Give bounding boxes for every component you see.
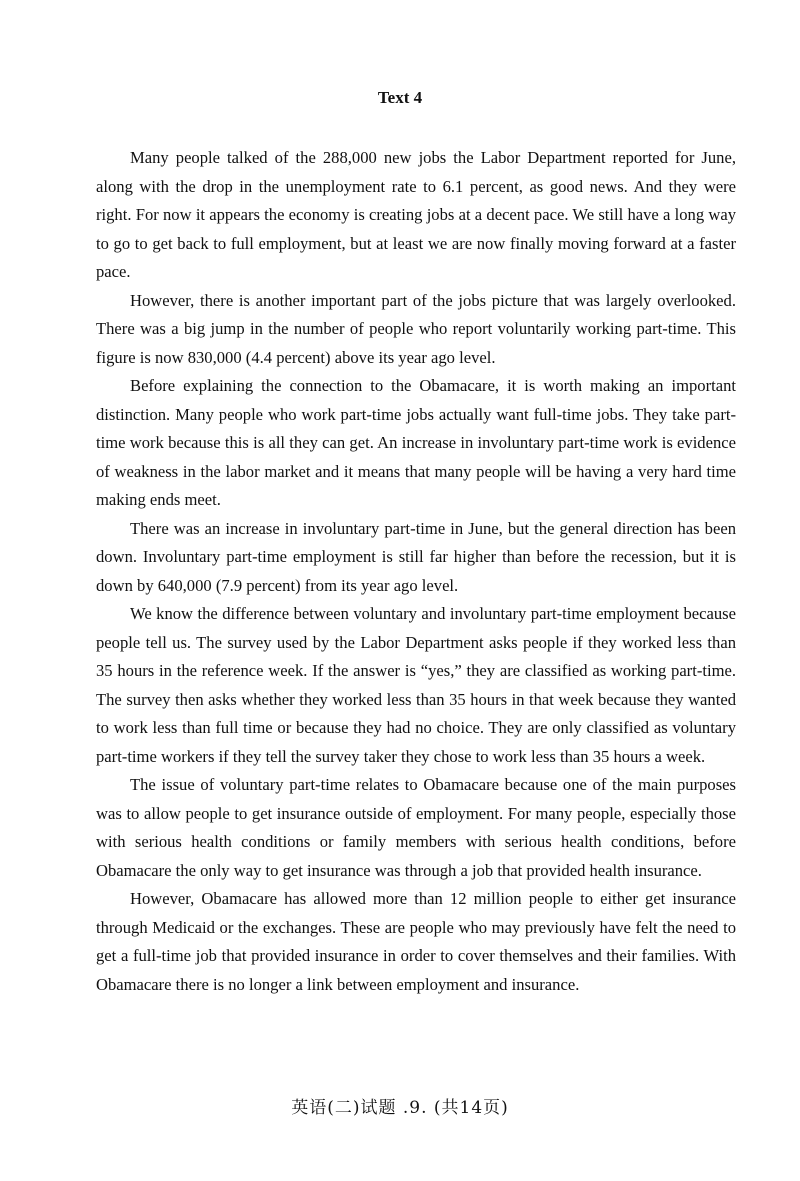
paragraph-3: Before explaining the connection to the Obamacare, it is worth making an important distinction. Many people who work part-time jobs actually want full-time jobs. They take part-time work because this is all they can get. An increase in involuntary part-time work is evidence of weakness in the labor market and it means that many people will be having a very hard time making ends meet.	[96, 376, 736, 509]
paragraph-1: Many people talked of the 288,000 new jobs the Labor Department reported for June, along with the drop in the unemployment rate to 6.1 percent, as good news. And they were right. For now it appears the economy is creating jobs at a decent pace. We still have a long way to go to get back to full employment, but at least we are now finally moving forward at a faster pace.	[96, 148, 736, 281]
paragraph-7: However, Obamacare has allowed more than 12 million people to either get insurance through Medicaid or the exchanges. These are people who may previously have felt the need to get a full-time job that provided insurance in order to cover themselves and their families. With Obamacare there is no longer a link between employment and insurance.	[96, 889, 736, 994]
paragraph-4: There was an increase in involuntary part-time in June, but the general direction has been down. Involuntary part-time employment is still far higher than before the recession, but it is down by 640,000 (7.9 percent) from its year ago level.	[96, 518, 736, 595]
paragraph-5: We know the difference between voluntary and involuntary part-time employment because people tell us. The survey used by the Labor Department asks people if they worked less than 35 hours in the reference week. If the answer is “yes,” they are classified as working part-time. The survey then asks whether they worked less than 35 hours in that week because they wanted to work less than full time or because they had no choice. They are only classified as voluntary part-time workers if they tell the survey taker they chose to work less than 35 hours a week.	[96, 604, 736, 766]
passage-body	[96, 144, 736, 999]
text-title: Text 4	[377, 88, 423, 107]
page-footer: 英语(二)试题 .9. (共14页)	[291, 1098, 509, 1118]
paragraph-6: The issue of voluntary part-time relates to Obamacare because one of the main purposes was to allow people to get insurance outside of employment. For many people, especially those with serious health conditions or family members with serious health conditions, before Obamacare the only way to get insurance was through a job that provided health insurance.	[96, 775, 736, 880]
paragraph-2: However, there is another important part of the jobs picture that was largely overlooked. There was a big jump in the number of people who report voluntarily working part-time. This figure is now 830,000 (4.4 percent) above its year ago level.	[96, 290, 736, 367]
